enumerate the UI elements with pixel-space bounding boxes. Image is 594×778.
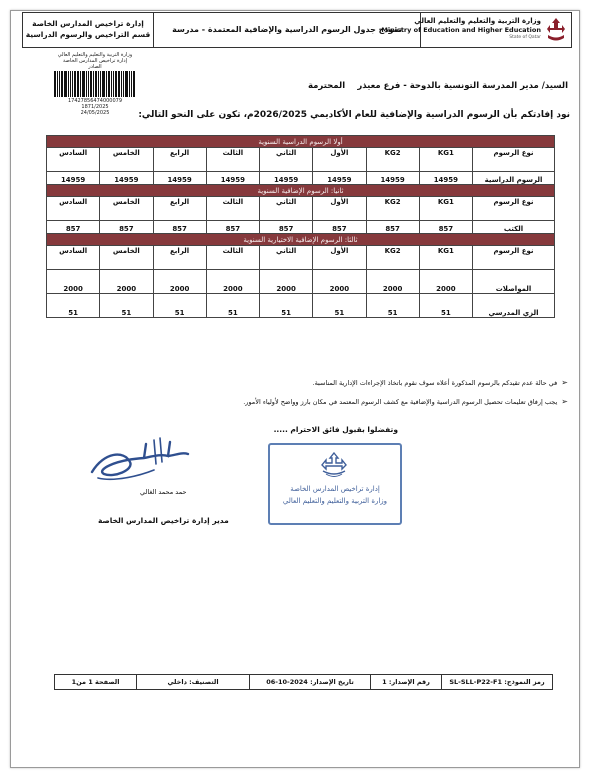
fee-cell: 2000 bbox=[47, 270, 100, 294]
grade-header: KG2 bbox=[366, 197, 419, 221]
footer-issue-date: تاريخ الإصدار: 2024-10-06 bbox=[249, 675, 370, 689]
note-text: يجب إرفاق تعليمات تحصيل الرسوم الدراسية والإضافية مع كشف الرسوم المعتمد في مكان بارز وواضح لأولياء الأمور. bbox=[243, 398, 558, 406]
fee-label: الرسوم الدراسية bbox=[473, 172, 555, 185]
note-item bbox=[243, 397, 568, 406]
grade-header: الأول bbox=[313, 246, 366, 270]
fee-cell: 51 bbox=[366, 294, 419, 318]
table-row bbox=[47, 172, 555, 185]
fee-cell: 857 bbox=[153, 221, 206, 234]
fee-cell: 14959 bbox=[47, 172, 100, 185]
fee-cell: 51 bbox=[206, 294, 259, 318]
arrow-bullet-icon: ➢ bbox=[561, 397, 568, 406]
intro-line: نود إفادتكم بأن الرسوم الدراسية والإضافية للعام الأكاديمي 2026/2025م، تكون على النحو التالي: bbox=[138, 110, 570, 120]
table-row bbox=[47, 294, 555, 318]
signatory-name: حمد محمد الغالي bbox=[140, 488, 187, 496]
grade-header: KG2 bbox=[366, 148, 419, 172]
fee-label: المواصلات bbox=[473, 270, 555, 294]
grade-header: الثاني bbox=[260, 246, 313, 270]
footer-classification: التصنيف: داخلي bbox=[136, 675, 249, 689]
footer-issue-no: رقم الإصدار: 1 bbox=[370, 675, 441, 689]
grade-header: الثالث bbox=[206, 246, 259, 270]
fee-cell: 14959 bbox=[260, 172, 313, 185]
fee-cell: 14959 bbox=[366, 172, 419, 185]
grade-header: الخامس bbox=[100, 197, 153, 221]
footer-form-code: رمز النموذج: SL-SLL-P22-F1 bbox=[441, 675, 552, 689]
table-row bbox=[47, 270, 555, 294]
section-band-additional bbox=[47, 185, 555, 197]
fee-cell: 51 bbox=[100, 294, 153, 318]
fee-cell: 857 bbox=[366, 221, 419, 234]
barcode-line-2: إدارة تراخيص المدارس الخاصة bbox=[63, 58, 127, 64]
ministry-logo-icon bbox=[545, 16, 567, 42]
grade-header: KG1 bbox=[419, 148, 472, 172]
fee-label: الكتب bbox=[473, 221, 555, 234]
barcode-ref: 1871/2025 bbox=[81, 104, 109, 110]
stamp-text-2: وزارة التربية والتعليم والتعليم العالي bbox=[282, 497, 388, 505]
form-title: نموذج جدول الرسوم الدراسية والإضافية المعتمدة - مدرسة bbox=[154, 13, 421, 47]
fee-cell: 2000 bbox=[313, 270, 366, 294]
official-stamp bbox=[268, 443, 402, 525]
fee-cell: 2000 bbox=[153, 270, 206, 294]
respect-word: المحترمة bbox=[308, 81, 346, 91]
fee-cell: 857 bbox=[419, 221, 472, 234]
fee-cell: 857 bbox=[100, 221, 153, 234]
fee-cell: 2000 bbox=[206, 270, 259, 294]
grade-header: KG2 bbox=[366, 246, 419, 270]
ministry-name-en: Ministry of Education and Higher Education bbox=[381, 26, 541, 34]
grade-header: الأول bbox=[313, 148, 366, 172]
note-text: في حالة عدم تقيدكم بالرسوم المذكورة أعلاه سوف نقوم باتخاذ الإجراءات الإدارية المناسبة. bbox=[312, 379, 558, 387]
arrow-bullet-icon: ➢ bbox=[561, 378, 568, 387]
fee-cell: 857 bbox=[206, 221, 259, 234]
grade-header: السادس bbox=[47, 197, 100, 221]
grade-header: KG1 bbox=[419, 197, 472, 221]
grade-header: الرابع bbox=[153, 148, 206, 172]
fee-cell: 2000 bbox=[419, 270, 472, 294]
addressee-line: السيد/ مدير المدرسة التونسية بالدوحة - فرع معيذر bbox=[357, 81, 568, 91]
grade-header: الأول bbox=[313, 197, 366, 221]
fee-cell: 14959 bbox=[419, 172, 472, 185]
grade-header-row bbox=[47, 148, 555, 172]
row-header-label: نوع الرسوم bbox=[473, 246, 555, 270]
stamp-emblem-icon bbox=[318, 451, 350, 479]
fees-table bbox=[46, 135, 555, 318]
fee-cell: 2000 bbox=[100, 270, 153, 294]
fee-cell: 51 bbox=[153, 294, 206, 318]
barcode-date: 24/05/2025 bbox=[80, 110, 110, 116]
fee-cell: 857 bbox=[260, 221, 313, 234]
grade-header: KG1 bbox=[419, 246, 472, 270]
grade-header: الثاني bbox=[260, 148, 313, 172]
row-header-label: نوع الرسوم bbox=[473, 197, 555, 221]
fee-cell: 51 bbox=[47, 294, 100, 318]
signatory-title: مدير إدارة تراخيص المدارس الخاصة bbox=[98, 516, 229, 525]
footer-page: الصفحة 1 من1 bbox=[71, 678, 120, 686]
grade-header: الخامس bbox=[100, 246, 153, 270]
fee-label: الزي المدرسي bbox=[473, 294, 555, 318]
section-name: قسم التراخيص والرسوم الدراسية bbox=[25, 30, 151, 39]
grade-header: الثالث bbox=[206, 148, 259, 172]
grade-header: الرابع bbox=[153, 197, 206, 221]
barcode-number: 17427856474000079 bbox=[67, 98, 123, 104]
barcode-icon bbox=[54, 71, 136, 97]
grade-header-row bbox=[47, 246, 555, 270]
row-header-label: نوع الرسوم bbox=[473, 148, 555, 172]
section-band-optional bbox=[47, 234, 555, 246]
department-block bbox=[23, 13, 154, 47]
fee-cell: 14959 bbox=[100, 172, 153, 185]
document-page bbox=[10, 10, 580, 768]
fee-cell: 51 bbox=[313, 294, 366, 318]
fee-cell: 2000 bbox=[260, 270, 313, 294]
grade-header: السادس bbox=[47, 246, 100, 270]
section-title: ثالثا: الرسوم الإضافية الاختيارية السنوية bbox=[47, 234, 555, 246]
grade-header: الثاني bbox=[260, 197, 313, 221]
signature-icon bbox=[84, 432, 194, 487]
grade-header: الثالث bbox=[206, 197, 259, 221]
fee-cell: 51 bbox=[260, 294, 313, 318]
section-band-tuition bbox=[47, 136, 555, 148]
table-row bbox=[47, 221, 555, 234]
barcode-line-3: الصادر bbox=[88, 64, 102, 70]
department-name: إدارة تراخيص المدارس الخاصة bbox=[32, 19, 144, 28]
grade-header: الرابع bbox=[153, 246, 206, 270]
note-item bbox=[313, 378, 569, 387]
grade-header: الخامس bbox=[100, 148, 153, 172]
grade-header-row bbox=[47, 197, 555, 221]
grade-header: السادس bbox=[47, 148, 100, 172]
document-footer bbox=[54, 674, 553, 690]
fee-cell: 857 bbox=[313, 221, 366, 234]
barcode-line-1: وزارة التربية والتعليم والتعليم العالي bbox=[57, 52, 133, 58]
section-title: ثانيا: الرسوم الإضافية السنوية bbox=[47, 185, 555, 197]
fee-cell: 14959 bbox=[153, 172, 206, 185]
ministry-name-ar: وزارة التربية والتعليم والتعليم العالي bbox=[414, 17, 541, 25]
state-name: State of Qatar bbox=[509, 35, 541, 40]
ministry-block bbox=[381, 13, 571, 47]
closing-line: وتفضلوا بقبول فائق الاحترام ..... bbox=[273, 425, 398, 434]
fee-cell: 51 bbox=[419, 294, 472, 318]
fee-cell: 14959 bbox=[206, 172, 259, 185]
fee-cell: 2000 bbox=[366, 270, 419, 294]
section-title: أولا الرسوم الدراسية السنوية bbox=[47, 136, 555, 148]
stamp-text-1: إدارة تراخيص المدارس الخاصة bbox=[290, 485, 380, 493]
document-header bbox=[22, 12, 572, 48]
fee-cell: 14959 bbox=[313, 172, 366, 185]
fee-cell: 857 bbox=[47, 221, 100, 234]
barcode-block bbox=[50, 52, 140, 116]
